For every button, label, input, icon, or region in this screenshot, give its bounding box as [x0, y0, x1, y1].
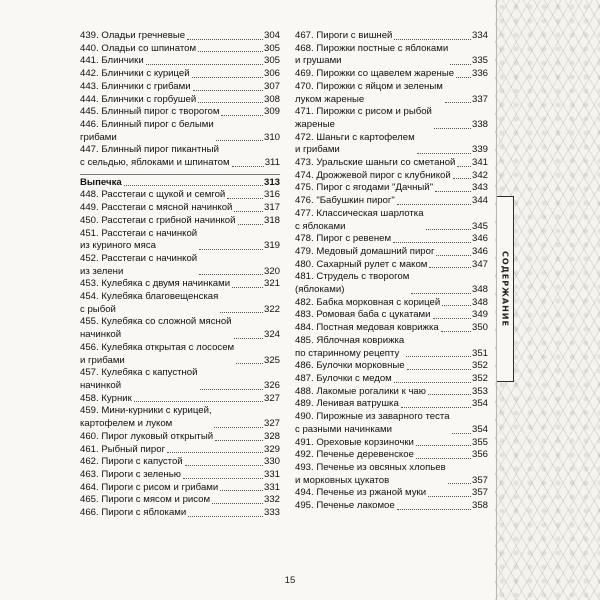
toc-left-column	[80, 30, 280, 520]
toc-entry	[80, 456, 280, 469]
toc-entry-page: 326	[263, 379, 280, 391]
toc-entry-title: 466. Пироги с яблоками	[80, 507, 187, 519]
dot-leader	[199, 249, 263, 250]
toc-entry-title: 472. Шаньги с картофелем и грибами	[295, 131, 415, 156]
toc-entry	[295, 81, 488, 106]
toc-entry-title: 470. Пирожки с яйцом и зеленым луком жареные	[295, 80, 443, 105]
toc-entry	[80, 68, 280, 81]
toc-entry-page: 351	[471, 347, 488, 359]
toc-entry	[295, 360, 488, 373]
dot-leader	[198, 51, 263, 52]
toc-entry-page: 352	[471, 360, 488, 372]
dot-leader	[199, 274, 263, 275]
dot-leader	[441, 331, 471, 332]
contents-side-tab-label: СОДЕРЖАНИЕ	[500, 251, 510, 327]
toc-entry	[295, 170, 488, 183]
toc-entry	[295, 246, 488, 259]
toc-entry-title: 457. Кулебяка с капустной начинкой	[80, 367, 198, 391]
toc-entry	[80, 393, 280, 406]
dot-leader	[232, 287, 263, 288]
dot-leader	[167, 452, 263, 453]
toc-right-column	[295, 30, 488, 513]
toc-entry	[295, 259, 488, 272]
toc-entry-page: 317	[263, 202, 280, 214]
toc-entry	[80, 494, 280, 507]
toc-entry-title: 492. Печенье деревенское	[295, 449, 414, 461]
toc-entry-page: 346	[471, 245, 488, 257]
toc-entry-page: 332	[263, 494, 280, 506]
toc-entry-title: 486. Булочки морковные	[295, 360, 405, 372]
dot-leader	[453, 178, 471, 179]
toc-entry-title: 454. Кулебяка благовещенская с рыбой	[80, 291, 219, 315]
toc-entry-title: 476. "Бабушкин пирог"	[295, 195, 395, 207]
toc-entry-title: 487. Булочки с медом	[295, 372, 392, 384]
toc-entry-page: 307	[263, 80, 280, 92]
toc-entry-page: 348	[471, 296, 488, 308]
toc-entry	[295, 43, 488, 68]
toc-entry-page: 335	[471, 55, 488, 67]
toc-entry-page: 334	[471, 30, 488, 41]
toc-entry-page: 305	[263, 42, 280, 54]
toc-section-heading	[80, 174, 280, 190]
toc-entry-title: 471. Пирожки с рисом и рыбой жареные	[295, 106, 432, 130]
dot-leader	[426, 229, 471, 230]
toc-entry-title: 474. Дрожжевой пирог с клубникой	[295, 169, 451, 181]
toc-entry-page: 319	[263, 240, 280, 252]
toc-entry-title: 468. Пирожки постные с яблоками и грушами	[295, 42, 449, 67]
dot-leader	[146, 64, 263, 65]
dot-leader	[221, 115, 263, 116]
dot-leader	[448, 483, 471, 484]
toc-entry	[80, 507, 280, 520]
dot-leader	[428, 394, 471, 395]
toc-entry-title: 447. Блинный пирог пикантный с сельдью, яблоками и шпинатом	[80, 144, 230, 169]
toc-entry	[295, 487, 488, 500]
toc-entry	[80, 144, 280, 169]
toc-entry-page: 330	[263, 456, 280, 468]
toc-entry	[295, 157, 488, 170]
toc-entry	[80, 316, 280, 341]
toc-entry-page: 356	[471, 449, 488, 461]
toc-entry-title: 478. Пирог с ревенем	[295, 233, 392, 245]
toc-entry	[295, 297, 488, 310]
toc-entry	[80, 228, 280, 253]
dot-leader	[434, 128, 471, 129]
toc-entry-page: 358	[471, 500, 488, 512]
toc-entry-page: 310	[263, 131, 280, 143]
toc-entry-page: 331	[263, 468, 280, 480]
toc-entry	[80, 278, 280, 291]
toc-entry-title: 439. Оладьи гречневые	[80, 30, 186, 41]
dot-leader	[187, 39, 263, 40]
toc-entry-title: 469. Пирожки со щавелем жареные	[295, 68, 455, 80]
toc-entry-page: 349	[471, 309, 488, 321]
dot-leader	[442, 305, 471, 306]
toc-entry-page: 304	[263, 30, 280, 41]
toc-entry-title: 464. Пироги с рисом и грибами	[80, 481, 219, 493]
toc-entry-page: 343	[471, 182, 488, 194]
dot-leader	[200, 389, 263, 390]
dot-leader	[397, 509, 471, 510]
toc-entry-page: 353	[471, 385, 488, 397]
dot-leader	[416, 445, 471, 446]
toc-entry	[295, 106, 488, 131]
dot-leader	[457, 166, 471, 167]
toc-entry-page: 336	[471, 68, 488, 80]
toc-entry	[80, 253, 280, 278]
toc-entry-page: 309	[263, 106, 280, 118]
toc-entry-title: 462. Пироги с капустой	[80, 456, 183, 468]
dot-leader	[214, 427, 263, 428]
toc-entry	[295, 271, 488, 296]
toc-entry-page: 328	[263, 430, 280, 442]
toc-entry-title: 455. Кулебяка со сложной мясной начинкой	[80, 316, 232, 341]
toc-entry-title: 453. Кулебяка с двумя начинками	[80, 278, 231, 290]
page-number: 15	[284, 575, 296, 586]
toc-entry	[80, 202, 280, 215]
toc-entry	[80, 30, 280, 43]
toc-entry-title: 450. Расстегаи с грибной начинкой	[80, 214, 236, 226]
toc-entry	[80, 55, 280, 68]
dot-leader	[234, 338, 263, 339]
toc-entry-page: 352	[471, 372, 488, 384]
toc-entry-title: 480. Сахарный рулет с маком	[295, 258, 428, 270]
toc-entry-page: 347	[471, 258, 488, 270]
dot-leader	[134, 401, 263, 402]
toc-entry-title: 491. Ореховые корзиночки	[295, 436, 414, 448]
toc-entry	[80, 215, 280, 228]
toc-entry	[80, 482, 280, 495]
toc-entry-page: 305	[263, 55, 280, 67]
toc-entry-title: 483. Ромовая баба с цукатами	[295, 309, 431, 321]
toc-entry-page: 357	[471, 487, 488, 499]
dot-leader	[436, 255, 471, 256]
dot-leader	[417, 153, 471, 154]
toc-entry	[295, 398, 488, 411]
toc-entry-title: 485. Яблочная коврижка по старинному рецепту	[295, 334, 405, 359]
toc-entry-title: 488. Лакомые рогалики к чаю	[295, 385, 426, 397]
toc-entry	[80, 444, 280, 457]
toc-entry	[295, 233, 488, 246]
dot-leader	[445, 102, 471, 103]
dot-leader	[192, 77, 263, 78]
toc-entry-title: 446. Блинный пирог с белыми грибами	[80, 118, 214, 143]
toc-entry-page: 339	[471, 144, 488, 156]
toc-entry	[295, 182, 488, 195]
toc-entry	[295, 195, 488, 208]
toc-entry-title: 449. Расстегаи с мясной начинкой	[80, 202, 233, 214]
toc-entry-title: 456. Кулебяка открытая с лососем и грибами	[80, 341, 235, 366]
toc-entry-title: 445. Блинный пирог с творогом	[80, 106, 220, 118]
toc-entry-page: 354	[471, 398, 488, 410]
toc-entry	[80, 189, 280, 202]
toc-entry-title: 494. Печенье из ржаной муки	[295, 487, 427, 499]
toc-entry-page: 311	[264, 157, 280, 169]
dot-leader	[456, 77, 471, 78]
dot-leader	[220, 312, 263, 313]
toc-entry-title: 473. Уральские шаньги со сметаной	[295, 157, 456, 169]
toc-entry	[80, 342, 280, 367]
toc-entry	[80, 367, 280, 392]
toc-entry-page: 350	[471, 322, 488, 334]
toc-entry	[80, 405, 280, 430]
dot-leader	[407, 369, 471, 370]
toc-entry	[80, 119, 280, 144]
dot-leader	[416, 458, 471, 459]
toc-entry-title: 493. Печенье из овсяных хлопьев и морковных цукатов	[295, 461, 446, 486]
dot-leader	[198, 102, 263, 103]
toc-entry-page: 338	[471, 118, 488, 130]
toc-entry	[295, 411, 488, 436]
toc-entry-title: 442. Блинчики с курицей	[80, 68, 190, 80]
dot-leader	[227, 198, 263, 199]
dot-leader	[401, 407, 471, 408]
dot-leader	[234, 211, 263, 212]
toc-entry-page: 344	[471, 195, 488, 207]
toc-entry	[295, 462, 488, 487]
toc-entry-page: 322	[263, 303, 280, 315]
toc-entry	[295, 208, 488, 233]
toc-entry	[80, 81, 280, 94]
toc-entry-title: 467. Пироги с вишней	[295, 30, 393, 41]
toc-entry-page: 324	[263, 329, 280, 341]
dot-leader	[429, 267, 471, 268]
toc-entry	[295, 132, 488, 157]
toc-entry-title: 460. Пирог луковый открытый	[80, 430, 214, 442]
toc-entry-page: 337	[471, 93, 488, 105]
toc-entry-title: 479. Медовый домашний пирог	[295, 245, 435, 257]
toc-entry-title: 490. Пирожные из заварного теста с разными начинками	[295, 411, 450, 435]
toc-entry-title: 461. Рыбный пирог	[80, 443, 166, 455]
dot-leader	[183, 478, 263, 479]
toc-entry-title: 463. Пироги с зеленью	[80, 468, 181, 480]
toc-entry	[80, 469, 280, 482]
toc-entry	[295, 386, 488, 399]
toc-entry	[80, 106, 280, 119]
dot-leader	[428, 496, 471, 497]
toc-entry-title: 482. Бабка морковная с корицей	[295, 296, 441, 308]
toc-entry-title: 458. Курник	[80, 392, 132, 404]
toc-entry	[295, 68, 488, 81]
dot-leader	[406, 356, 471, 357]
toc-entry-title: 451. Расстегаи с начинкой из куриного мяса	[80, 227, 198, 252]
toc-entry	[295, 30, 488, 43]
toc-entry-title: 481. Струдель с творогом (яблоками)	[295, 271, 410, 296]
toc-entry-title: 484. Постная медовая коврижка	[295, 322, 439, 334]
dot-leader	[193, 90, 263, 91]
dot-leader	[397, 204, 471, 205]
toc-entry-title: 452. Расстегаи с начинкой из зелени	[80, 252, 198, 277]
dot-leader	[215, 440, 263, 441]
toc-entry-page: 327	[263, 392, 280, 404]
toc-entry-page: 316	[263, 189, 280, 201]
toc-entry-title: 444. Блинчики с горбушей	[80, 93, 197, 105]
toc-entry-title: 477. Классическая шарлотка с яблоками	[295, 207, 424, 232]
toc-entry-title: 459. Мини-курники с курицей, картофелем и луком	[80, 405, 212, 430]
dot-leader	[216, 140, 263, 141]
toc-entry-page: 341	[471, 157, 488, 169]
dot-leader	[394, 382, 471, 383]
toc-entry-page: 321	[263, 278, 280, 290]
toc-entry-page: 331	[263, 481, 280, 493]
dot-leader	[212, 503, 263, 504]
toc-entry-page: 318	[263, 214, 280, 226]
toc-entry-page: 327	[263, 418, 280, 430]
dot-leader	[232, 166, 264, 167]
toc-entry-title: 441. Блинчики	[80, 55, 144, 67]
toc-entry-title: 465. Пироги с мясом и рисом	[80, 494, 211, 506]
dot-leader	[452, 433, 471, 434]
toc-entry-title: 443. Блинчики с грибами	[80, 80, 191, 92]
dot-leader	[238, 224, 263, 225]
dot-leader	[188, 516, 263, 517]
dot-leader	[433, 318, 471, 319]
dot-leader	[124, 185, 263, 186]
toc-entry	[295, 449, 488, 462]
toc-entry-page: 346	[471, 233, 488, 245]
toc-entry-title: 489. Ленивая ватрушка	[295, 398, 399, 410]
toc-entry-title: 475. Пирог с ягодами "Дачный"	[295, 182, 434, 194]
dot-leader	[236, 363, 263, 364]
toc-entry	[295, 500, 488, 513]
toc-entry-page: 348	[471, 284, 488, 296]
toc-entry	[80, 94, 280, 107]
toc-entry	[295, 309, 488, 322]
toc-entry-title: Выпечка	[80, 176, 122, 188]
dot-leader	[450, 64, 471, 65]
dot-leader	[220, 490, 263, 491]
toc-entry-page: 320	[263, 265, 280, 277]
toc-entry-page: 355	[471, 436, 488, 448]
toc-entry-page: 329	[263, 443, 280, 455]
toc-entry	[295, 437, 488, 450]
toc-entry-title: 440. Оладьи со шпинатом	[80, 42, 197, 54]
toc-entry-page: 306	[263, 68, 280, 80]
toc-entry-page: 345	[471, 220, 488, 232]
toc-entry	[295, 322, 488, 335]
toc-entry-title: 495. Печенье лакомое	[295, 500, 395, 512]
toc-entry-page: 308	[263, 93, 280, 105]
dot-leader	[393, 242, 471, 243]
dot-leader	[411, 293, 471, 294]
dot-leader	[435, 191, 471, 192]
toc-entry-page: 325	[263, 354, 280, 366]
toc-entry-title: 448. Расстегаи с щукой и семгой	[80, 189, 226, 201]
toc-entry-page: 333	[263, 507, 280, 519]
toc-entry-page: 313	[263, 176, 280, 188]
contents-side-tab	[497, 196, 514, 382]
toc-entry-page: 357	[471, 474, 488, 486]
toc-entry-page: 354	[471, 423, 488, 435]
dot-leader	[394, 39, 471, 40]
toc-entry	[80, 43, 280, 56]
toc-entry	[295, 373, 488, 386]
toc-entry	[80, 431, 280, 444]
toc-entry	[295, 335, 488, 360]
toc-entry-page: 342	[471, 169, 488, 181]
dot-leader	[185, 465, 263, 466]
toc-entry	[80, 291, 280, 316]
